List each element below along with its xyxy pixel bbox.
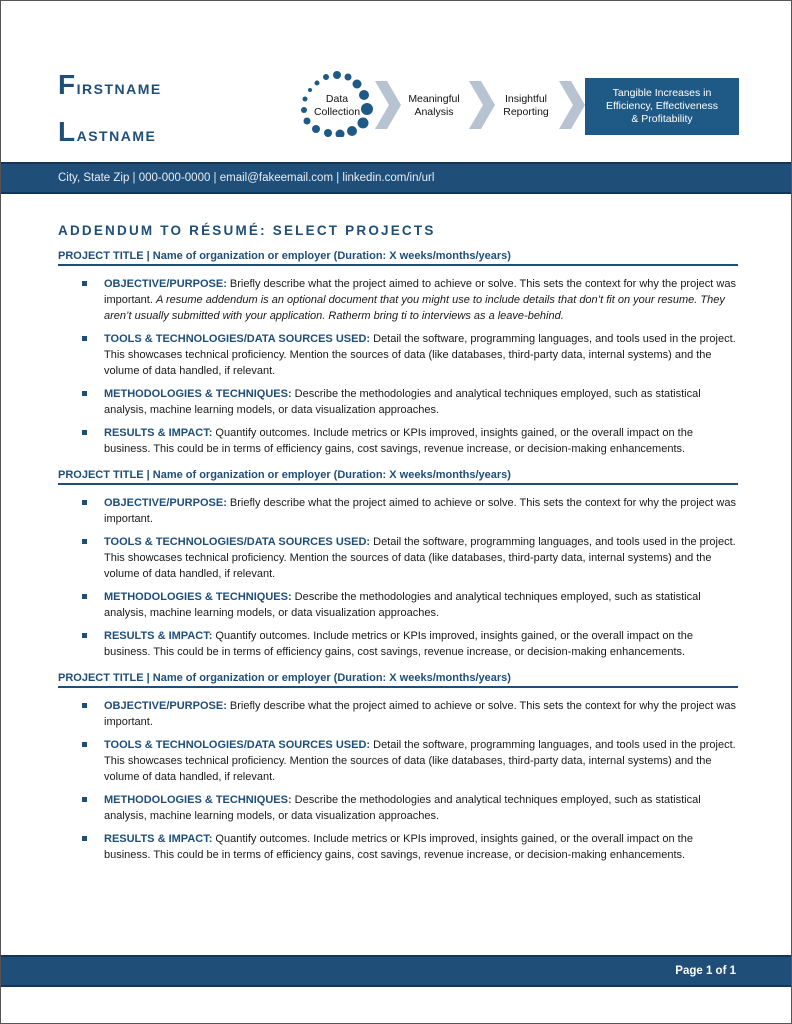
step-insightful-reporting: Insightful Reporting	[503, 93, 549, 118]
section-heading: ADDENDUM TO RÉSUMÉ: SELECT PROJECTS	[58, 223, 436, 238]
bullet-square-icon	[82, 742, 87, 747]
bullet-square-icon	[82, 500, 87, 505]
bullet-square-icon	[82, 281, 87, 286]
step-data-collection: Data Collection	[313, 93, 361, 118]
list-item: OBJECTIVE/PURPOSE: Briefly describe what the project aimed to achieve or solve. This sets the context for why the project was important.	[104, 698, 738, 730]
first-name: Firstname	[58, 69, 162, 100]
project-details-list	[58, 276, 738, 457]
bullet-square-icon	[82, 797, 87, 802]
list-item: TOOLS & TECHNOLOGIES/DATA SOURCES USED: Detail the software, programming languages, and tools used in the project. This showcases technical proficiency. Mention the sources of data (like databases, third-party data, internal systems) and the volume of data handled, if relevant.	[104, 534, 738, 582]
last-name: Lastname	[58, 116, 157, 147]
list-item: METHODOLOGIES & TECHNIQUES: Describe the methodologies and analytical techniques employed, such as statistical analysis, machine learning models, or data visualization approaches.	[104, 386, 738, 418]
list-item: TOOLS & TECHNOLOGIES/DATA SOURCES USED: Detail the software, programming languages, and tools used in the project. This showcases technical proficiency. Mention the sources of data (like databases, third-party data, internal systems) and the volume of data handled, if relevant.	[104, 331, 738, 379]
bullet-square-icon	[82, 594, 87, 599]
footer-bar	[1, 955, 791, 987]
bullet-square-icon	[82, 539, 87, 544]
bullet-square-icon	[82, 703, 87, 708]
project-title: PROJECT TITLE | Name of organization or employer (Duration: X weeks/months/years)	[58, 672, 738, 688]
list-item: OBJECTIVE/PURPOSE: Briefly describe what the project aimed to achieve or solve. This sets the context for why the project was important.	[104, 495, 738, 527]
bullet-square-icon	[82, 633, 87, 638]
project-title: PROJECT TITLE | Name of organization or employer (Duration: X weeks/months/years)	[58, 469, 738, 485]
outcome-box: Tangible Increases in Efficiency, Effectiveness & Profitability	[585, 78, 739, 135]
project-entry	[58, 672, 738, 863]
contact-info: City, State Zip | 000-000-0000 | email@fakeemail.com | linkedin.com/in/url	[58, 172, 435, 184]
list-item: RESULTS & IMPACT: Quantify outcomes. Include metrics or KPIs improved, insights gained, or the overall impact on the business. This could be in terms of efficiency gains, cost savings, revenue increase, or decision-making enhancements.	[104, 831, 738, 863]
chevron-right-icon	[469, 81, 495, 129]
step-meaningful-analysis: Meaningful Analysis	[408, 93, 460, 118]
bullet-square-icon	[82, 336, 87, 341]
page-number: Page 1 of 1	[675, 965, 736, 977]
chevron-right-icon	[375, 81, 401, 129]
contact-bar	[1, 162, 791, 194]
list-item: METHODOLOGIES & TECHNIQUES: Describe the methodologies and analytical techniques employed, such as statistical analysis, machine learning models, or data visualization approaches.	[104, 589, 738, 621]
process-graphic	[297, 69, 741, 139]
project-entry	[58, 469, 738, 660]
bullet-square-icon	[82, 836, 87, 841]
list-item: TOOLS & TECHNOLOGIES/DATA SOURCES USED: Detail the software, programming languages, and tools used in the project. This showcases technical proficiency. Mention the sources of data (like databases, third-party data, internal systems) and the volume of data handled, if relevant.	[104, 737, 738, 785]
bullet-square-icon	[82, 391, 87, 396]
candidate-name	[58, 63, 162, 157]
bullet-square-icon	[82, 430, 87, 435]
list-item: RESULTS & IMPACT: Quantify outcomes. Include metrics or KPIs improved, insights gained, or the overall impact on the business. This could be in terms of efficiency gains, cost savings, revenue increase, or decision-making enhancements.	[104, 425, 738, 457]
project-entry	[58, 250, 738, 457]
list-item: OBJECTIVE/PURPOSE: Briefly describe what the project aimed to achieve or solve. This sets the context for why the project was important. A resume addendum is an optional document that you might use to include details that don’t fit on your resume. They aren’t usually submitted with your application. Ratherm bring ti to interviews as a leave-behind.	[104, 276, 738, 324]
project-details-list	[58, 698, 738, 863]
chevron-right-icon	[559, 81, 585, 129]
list-item: METHODOLOGIES & TECHNIQUES: Describe the methodologies and analytical techniques employed, such as statistical analysis, machine learning models, or data visualization approaches.	[104, 792, 738, 824]
project-details-list	[58, 495, 738, 660]
project-title: PROJECT TITLE | Name of organization or employer (Duration: X weeks/months/years)	[58, 250, 738, 266]
list-item: RESULTS & IMPACT: Quantify outcomes. Include metrics or KPIs improved, insights gained, or the overall impact on the business. This could be in terms of efficiency gains, cost savings, revenue increase, or decision-making enhancements.	[104, 628, 738, 660]
main-content	[58, 223, 738, 875]
